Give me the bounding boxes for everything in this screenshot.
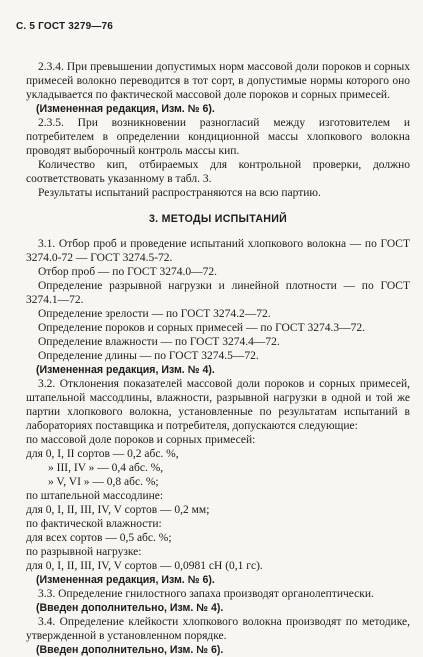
list-item: по разрывной нагрузке: [26,546,142,558]
paragraph-2-3-4: 2.3.4. При превышении допустимых норм массовой доли пороков и сорных примесей волокно переводится в тот сорт, в допустимые нормы которого оно укладывается по фактической массовой доле пороков и сорных примесей. [26,61,410,101]
list-item: » III, IV » — 0,4 абс. %, [48,462,164,474]
paragraph-length: Определение длины — по ГОСТ 3274.5—72. [38,350,259,362]
paragraph-3-4: 3.4. Определение клейкости хлопкового волокна производят по методике, утвержденной в установленном порядке. [26,616,410,642]
list-item: по штапельной массодлине: [26,490,164,502]
amendment-note: (Измененная редакция, Изм. № 6). [36,574,215,586]
list-item: для 0, I, II, III, IV, V сортов — 0,2 мм; [26,504,210,516]
paragraph-results: Результаты испытаний распространяются на всю партию. [38,187,321,199]
paragraph-bale-count: Количество кип, отбираемых для контрольной проверки, должно соответствовать указанному в табл. 3. [26,159,410,185]
list-item: для 0, I, II сортов — 0,2 абс. %, [26,448,179,460]
paragraph-maturity: Определение зрелости — по ГОСТ 3274.2—72. [38,308,271,320]
paragraph-breaking-load: Определение разрывной нагрузки и линейной плотности — по ГОСТ 3274.1—72. [26,280,410,306]
list-item: для 0, I, II, III, IV, V сортов — 0,0981 сН (0,1 гс). [26,560,263,572]
list-item: по массовой доле пороков и сорных примесей: [26,434,256,446]
paragraph-2-3-5: 2.3.5. При возникновении разногласий между изготовителем и потребителем в определении кондиционной массы хлопкового волокна проводят выборочный контроль массы кип. [26,117,410,157]
paragraph-3-3: 3.3. Определение гнилостного запаха производят органолептически. [38,588,374,600]
list-item: по фактической влажности: [26,518,162,530]
paragraph-moisture: Определение влажности — по ГОСТ 3274.4—72. [38,336,280,348]
list-item: для всех сортов — 0,5 абс. %; [26,532,172,544]
list-item: » V, VI » — 0,8 абс. %; [48,476,159,488]
page-header: С. 5 ГОСТ 3279—76 [16,21,114,32]
paragraph-sampling: Отбор проб — по ГОСТ 3274.0—72. [38,266,217,278]
paragraph-3-2: 3.2. Отклонения показателей массовой доли пороков и сорных примесей, штапельной массодлины, влажности, разрывной нагрузки в одной и той же партии хлопкового волокна, установленные по результатам испытаний в лабораториях поставщика и потребителя, допускаются следующие: [26,378,410,432]
section-title: 3. МЕТОДЫ ИСПЫТАНИЙ [148,213,288,225]
paragraph-defects: Определение пороков и сорных примесей — по ГОСТ 3274.3—72. [38,322,365,334]
paragraph-3-1: 3.1. Отбор проб и проведение испытаний хлопкового волокна — по ГОСТ 3274.0-72 — ГОСТ 3274.5-72. [26,238,410,264]
amendment-note: (Введен дополнительно, Изм. № 6). [36,644,224,656]
amendment-note: (Введен дополнительно, Изм. № 4). [36,602,224,614]
amendment-note: (Измененная редакция, Изм. № 4). [36,364,215,376]
page-body [26,60,410,657]
amendment-note: (Измененная редакция, Изм. № 6). [36,103,215,115]
